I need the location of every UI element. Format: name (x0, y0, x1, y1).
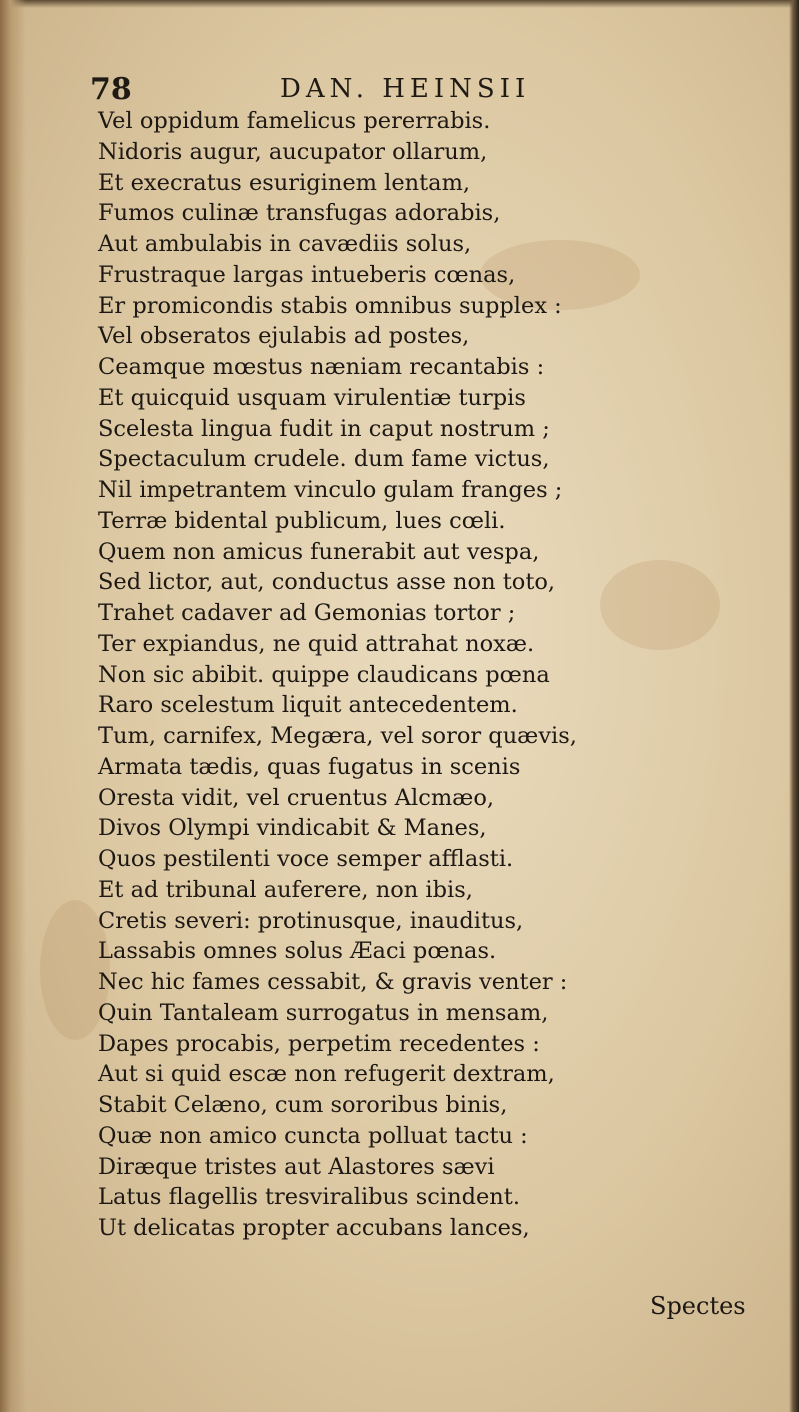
verse-line: Fumos culinæ transfugas adorabis, (98, 200, 501, 227)
verse-line: Raro scelestum liquit antecedentem. (98, 692, 518, 719)
verse-line: Dapes procabis, perpetim recedentes : (98, 1030, 540, 1057)
running-title: DAN. HEINSII (280, 74, 531, 104)
verse-line: Sed lictor, aut, conductus asse non toto, (98, 569, 556, 596)
verse-line: Et quicquid usquam virulentiæ turpis (98, 384, 526, 411)
verse-line: Quæ non amico cuncta polluat tactu : (98, 1122, 528, 1149)
page-edge-shadow (789, 0, 799, 1412)
verse-line: Ter expiandus, ne quid attrahat noxæ. (98, 630, 535, 657)
verse-line: Nec hic fames cessabit, & gravis venter : (98, 969, 568, 995)
verse-line: Quin Tantaleam surrogatus in mensam, (98, 999, 549, 1026)
verse-line: Frustraque largas intueberis cœnas, (98, 261, 516, 288)
verse-line: Cretis severi: protinusque, inauditus, (98, 907, 524, 934)
page-gutter-shadow (0, 0, 26, 1412)
verse-line: Stabit Celæno, cum sororibus binis, (98, 1092, 508, 1118)
verse-line: Armata tædis, quas fugatus in scenis (98, 753, 521, 780)
verse-line: Quos pestilenti voce semper afflasti. (98, 846, 514, 872)
verse-line: Divos Olympi vindicabit & Manes, (98, 815, 487, 842)
verse-line: Latus flagellis tresviralibus scindent. (98, 1184, 520, 1211)
verse-line: Tum, carnifex, Megæra, vel soror quævis, (98, 723, 577, 749)
catchword: Spectes (650, 1292, 746, 1320)
verse-line: Er promicondis stabis omnibus supplex : (98, 292, 562, 319)
page-number: 78 (90, 72, 132, 107)
verse-line: Vel oppidum famelicus pererrabis. (98, 108, 491, 134)
verse-line: Et ad tribunal auferere, non ibis, (98, 876, 473, 903)
verse-line: Oresta vidit, vel cruentus Alcmæo, (98, 784, 495, 811)
verse-line: Ceamque mœstus næniam recantabis : (98, 354, 545, 380)
verse-line: Aut ambulabis in cavædiis solus, (98, 231, 472, 257)
verse-text (98, 106, 658, 1244)
verse-line: Scelesta lingua fudit in caput nostrum ; (98, 415, 550, 442)
verse-line: Et execratus esuriginem lentam, (98, 169, 471, 196)
verse-line: Quem non amicus funerabit aut vespa, (98, 538, 540, 565)
verse-line: Non sic abibit. quippe claudicans pœna (98, 661, 550, 688)
verse-line: Nil impetrantem vinculo gulam franges ; (98, 477, 563, 503)
verse-line: Vel obseratos ejulabis ad postes, (98, 323, 470, 350)
verse-line: Diræque tristes aut Alastores sævi (98, 1153, 495, 1180)
verse-line: Lassabis omnes solus Æaci pœnas. (98, 938, 497, 965)
verse-line: Trahet cadaver ad Gemonias tortor ; (98, 600, 516, 626)
verse-line: Nidoris augur, aucupator ollarum, (98, 138, 488, 165)
verse-line: Spectaculum crudele. dum fame victus, (98, 446, 550, 473)
verse-line: Ut delicatas propter accubans lances, (98, 1215, 530, 1241)
verse-line: Terræ bidental publicum, lues cœli. (98, 507, 506, 534)
verse-line: Aut si quid escæ non refugerit dextram, (98, 1061, 555, 1088)
page-top-shadow (0, 0, 799, 8)
